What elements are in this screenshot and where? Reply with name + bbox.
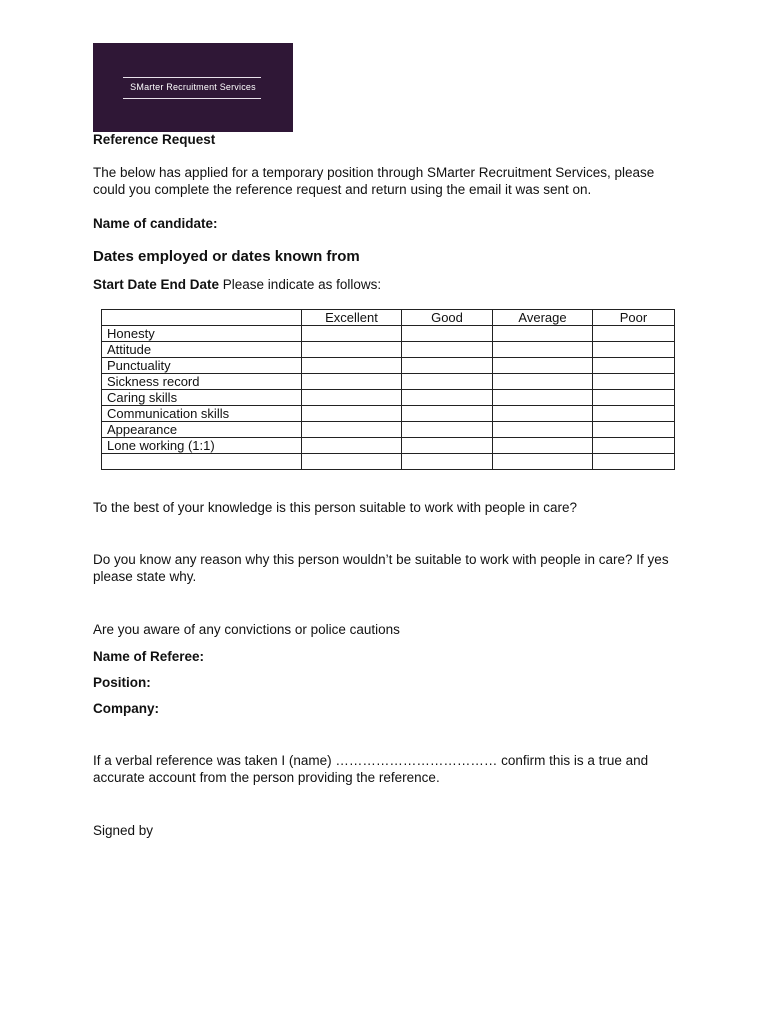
company-logo (93, 43, 293, 132)
criteria-header (102, 310, 302, 326)
rating-cell[interactable] (302, 326, 402, 342)
rating-cell[interactable] (302, 358, 402, 374)
rating-cell[interactable] (493, 422, 593, 438)
rating-cell[interactable] (302, 438, 402, 454)
rating-cell[interactable] (302, 406, 402, 422)
referee-company-label: Company: (93, 701, 160, 716)
table-row (102, 342, 675, 358)
referee-position-label: Position: (93, 675, 151, 690)
rating-cell[interactable] (402, 390, 493, 406)
table-row (102, 358, 675, 374)
rating-cell[interactable] (493, 374, 593, 390)
rating-cell[interactable] (493, 358, 593, 374)
logo-text: SMarter Recruitment Services (130, 82, 256, 92)
table-row (102, 326, 675, 342)
form-title: Reference Request (93, 132, 216, 147)
rating-cell[interactable] (402, 326, 493, 342)
candidate-name-label: Name of candidate: (93, 216, 218, 231)
rating-cell[interactable] (593, 406, 675, 422)
ratings-table (101, 309, 675, 470)
rating-cell[interactable] (593, 454, 675, 470)
rating-cell[interactable] (302, 342, 402, 358)
criterion-label: Sickness record (102, 374, 302, 390)
rating-cell[interactable] (402, 342, 493, 358)
rating-cell[interactable] (593, 390, 675, 406)
table-row (102, 454, 675, 470)
table-row (102, 438, 675, 454)
rating-cell[interactable] (402, 406, 493, 422)
logo-top-rule (123, 77, 261, 78)
rating-cell[interactable] (593, 374, 675, 390)
rating-cell[interactable] (493, 342, 593, 358)
verbal-reference-statement: If a verbal reference was taken I (name) ……………………………… confirm this is a true and accurate account from the person providing the reference. (93, 753, 649, 785)
criterion-label: Lone working (1:1) (102, 438, 302, 454)
dates-heading: Dates employed or dates known from (93, 248, 360, 265)
table-row (102, 390, 675, 406)
rating-cell[interactable] (302, 390, 402, 406)
signed-by-label: Signed by (93, 823, 154, 838)
column-average: Average (493, 310, 593, 326)
column-good: Good (402, 310, 493, 326)
rating-cell[interactable] (593, 342, 675, 358)
rating-cell[interactable] (593, 438, 675, 454)
intro-paragraph: The below has applied for a temporary position through SMarter Recruitment Services, please could you complete the reference request and return using the email it was sent on. (93, 165, 655, 197)
ratings-header-row (102, 310, 675, 326)
table-row (102, 422, 675, 438)
criterion-label: Honesty (102, 326, 302, 342)
start-end-date-label: Start Date End Date (93, 277, 220, 292)
criterion-label: Attitude (102, 342, 302, 358)
rating-cell[interactable] (493, 326, 593, 342)
rating-cell[interactable] (402, 422, 493, 438)
rating-cell[interactable] (302, 422, 402, 438)
rating-cell[interactable] (593, 326, 675, 342)
rating-cell[interactable] (302, 374, 402, 390)
table-row (102, 406, 675, 422)
column-poor: Poor (593, 310, 675, 326)
question-reason-unsuitable: Do you know any reason why this person wouldn’t be suitable to work with people in care? If yes please state why. (93, 552, 669, 584)
rating-cell[interactable] (402, 454, 493, 470)
rating-cell[interactable] (493, 438, 593, 454)
question-convictions: Are you aware of any convictions or police cautions (93, 622, 400, 637)
dates-line (93, 276, 693, 293)
column-excellent: Excellent (302, 310, 402, 326)
rating-cell[interactable] (493, 390, 593, 406)
criterion-label: Communication skills (102, 406, 302, 422)
rating-cell[interactable] (493, 406, 593, 422)
rating-cell[interactable] (493, 454, 593, 470)
rating-cell[interactable] (302, 454, 402, 470)
rating-cell[interactable] (593, 422, 675, 438)
referee-name-label: Name of Referee: (93, 649, 205, 664)
rating-cell[interactable] (402, 358, 493, 374)
criterion-label: Appearance (102, 422, 302, 438)
rating-cell[interactable] (402, 374, 493, 390)
criterion-label: Punctuality (102, 358, 302, 374)
rating-cell[interactable] (593, 358, 675, 374)
question-suitable: To the best of your knowledge is this person suitable to work with people in care? (93, 500, 578, 515)
logo-bottom-rule (123, 98, 261, 99)
criterion-label: Caring skills (102, 390, 302, 406)
table-row (102, 374, 675, 390)
indicate-instruction: Please indicate as follows: (219, 277, 382, 292)
rating-cell[interactable] (402, 438, 493, 454)
criterion-label (102, 454, 302, 470)
